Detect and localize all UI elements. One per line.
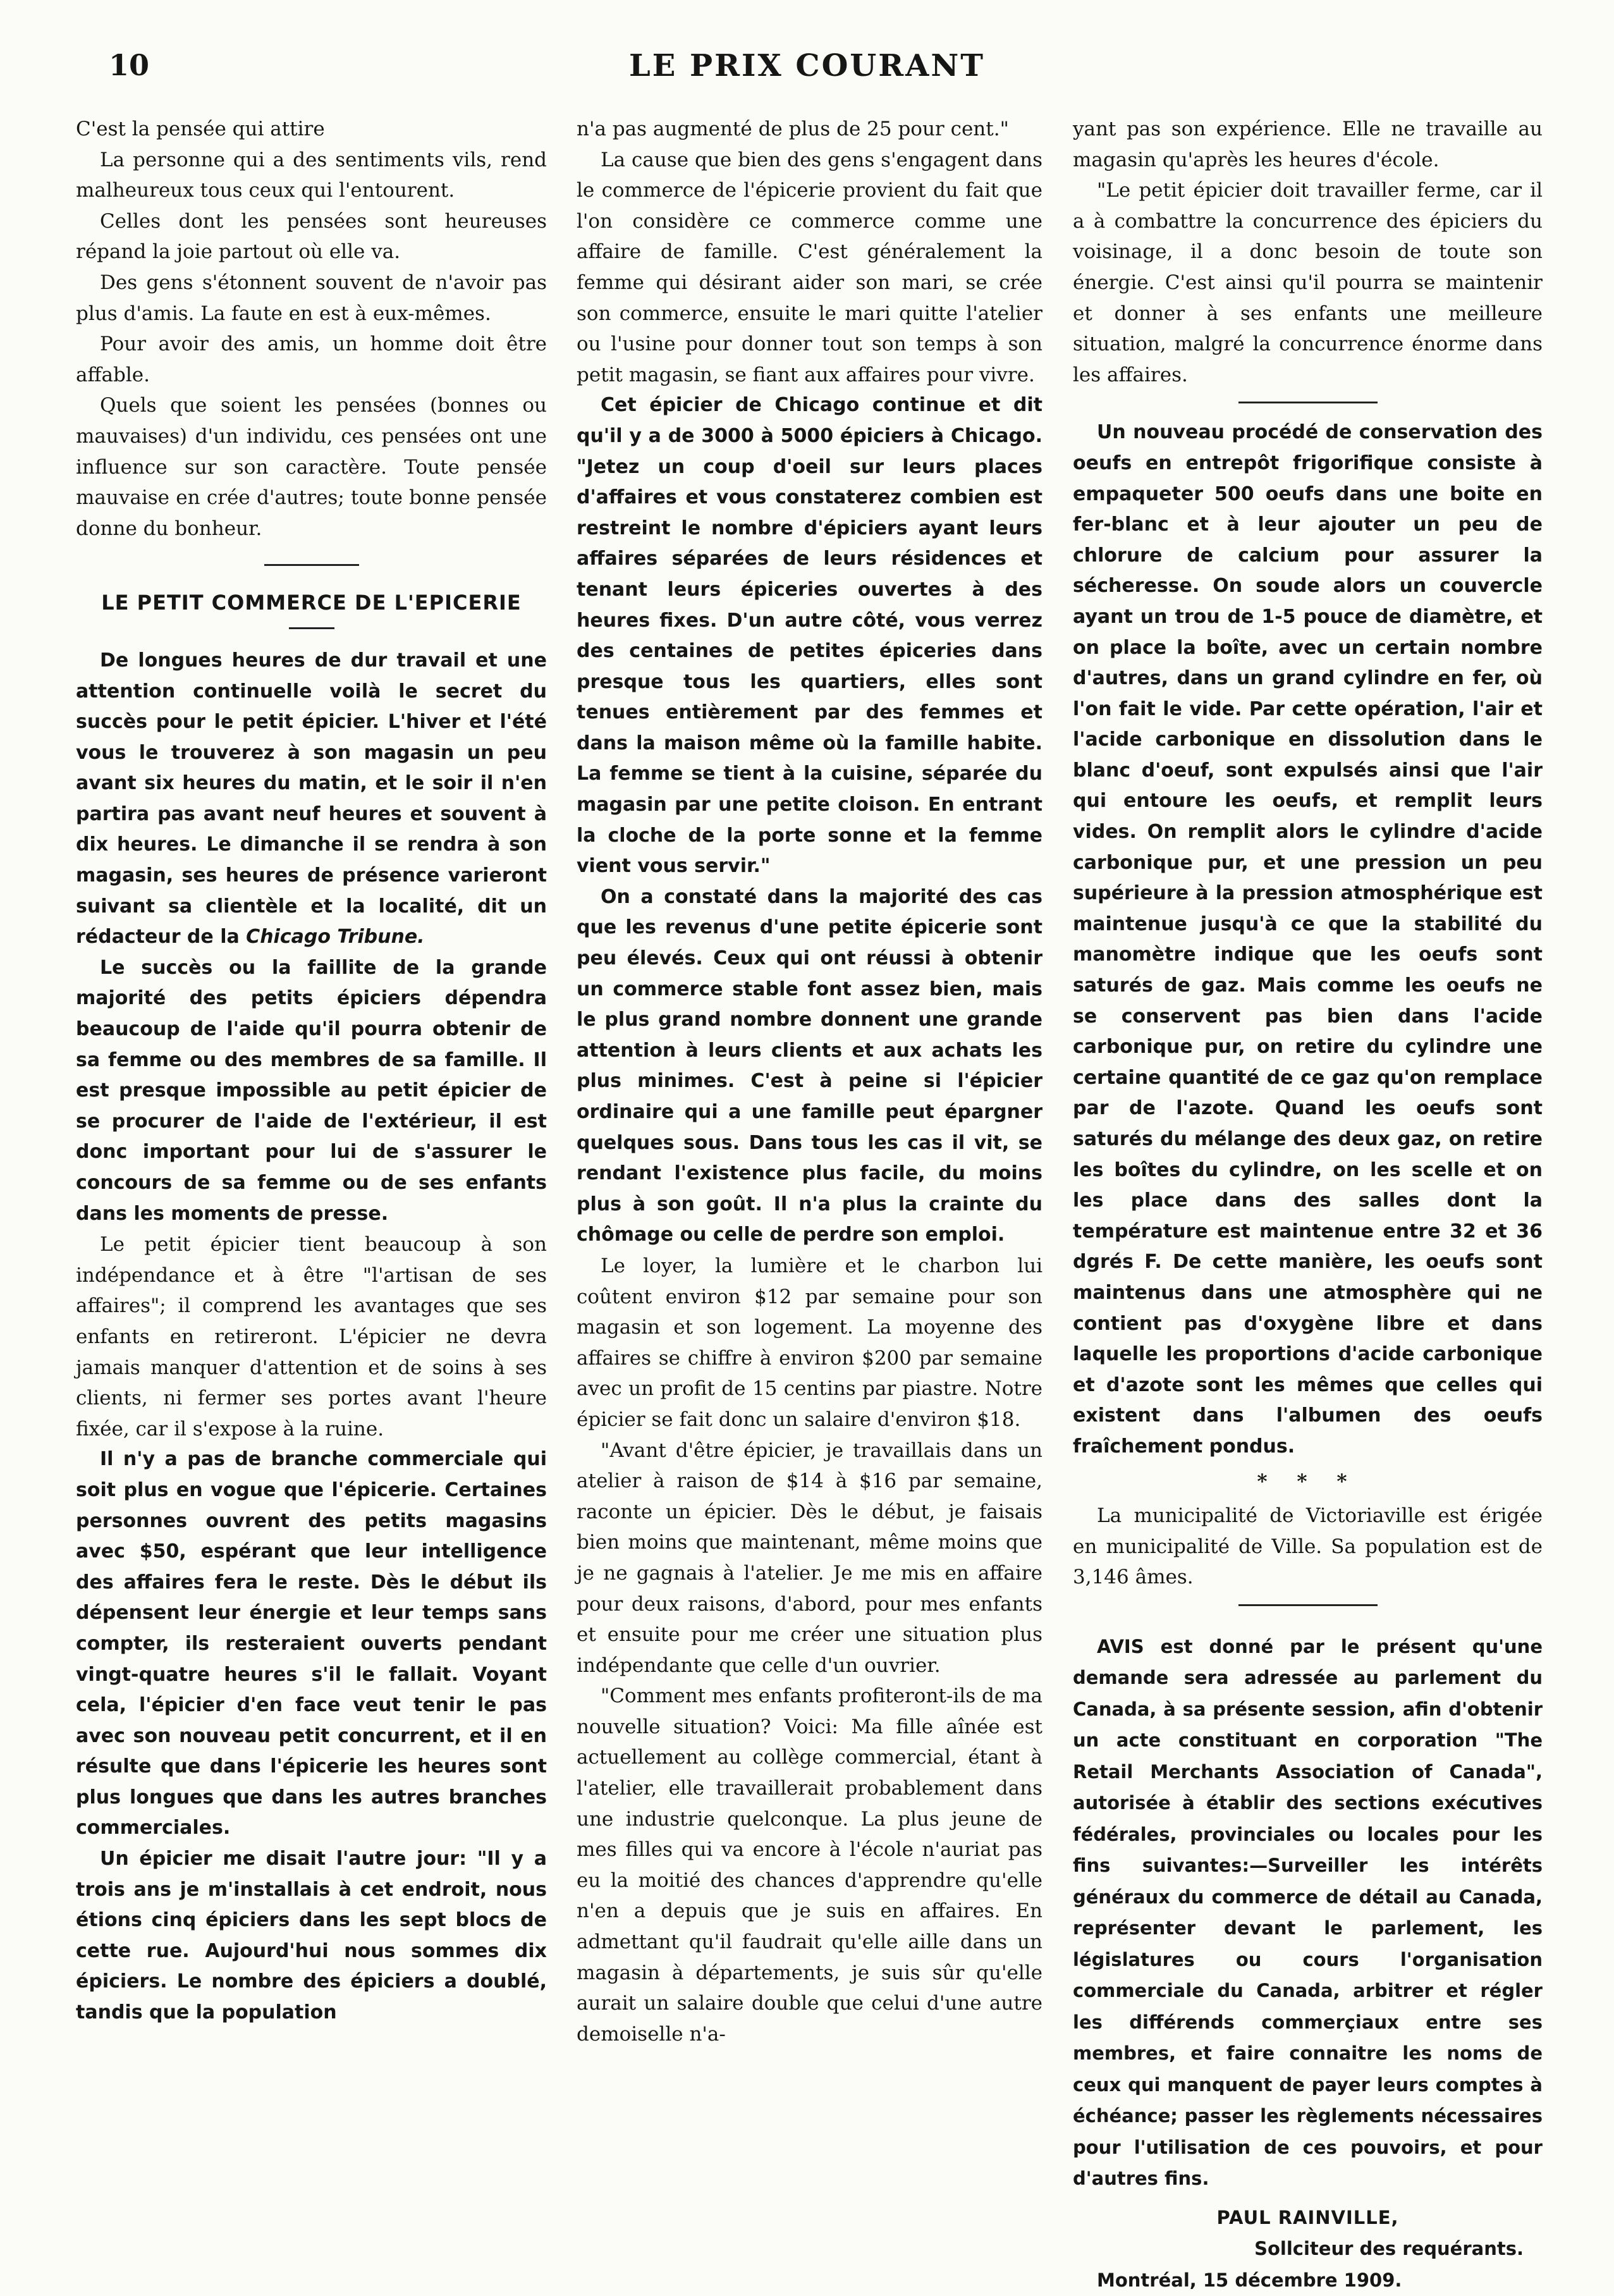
section-divider xyxy=(1238,1604,1378,1606)
section-divider xyxy=(264,564,359,566)
poem-line: Pour avoir des amis, un homme doit être affable. xyxy=(76,333,547,386)
page-number: 10 xyxy=(109,48,150,82)
running-title: LE PRIX COURANT xyxy=(628,48,986,83)
poem-line: La personne qui a des sentiments vils, rend malheureux tous ceux qui l'entourent. xyxy=(76,148,547,202)
poem-line: Quels que soient les pensées (bonnes ou mauvaises) d'un individu, ces pensées ont une influence sur son caractère. Toute pensée mauvaise en crée d'autres; toute bonne pensée donne du bonheur. xyxy=(76,394,547,540)
article-paragraph: Le loyer, la lumière et le charbon lui coûtent environ $12 par semaine pour son magasin et son logement. La moyenne des affaires se chiffre à environ $200 par semaine avec un profit de 15 centins par piastre. Notre épicier se fait donc un salaire d'environ $18. xyxy=(577,1254,1042,1431)
column-1 xyxy=(76,114,547,2029)
article-paragraph: On a constaté dans la majorité des cas que les revenus d'une petite épicerie sont peu élevés. Ceux qui ont réussi à obtenir un commerce stable font assez bien, mais le plus grand nombre donnent une grande attention à leurs clients et aux achats les plus minimes. C'est à peine si l'épicier ordinaire qui a une famille peut épargner quelques sous. Dans tous les cas il vit, se rendant l'existence plus facile, du moins plus à son goût. Il n'a plus la crainte du chômage ou celle de perdre son emploi. xyxy=(577,885,1042,1246)
article-paragraph: Le petit épicier tient beaucoup à son indépendance et à être "l'artisan de ses affaires"; il comprend les avantages que ses enfants en retireront. L'épicier ne devra jamais manquer d'attention et de soins à ses clients, ni fermer ses portes avant l'heure fixée, car il s'expose à la ruine. xyxy=(76,1233,547,1440)
column-2 xyxy=(577,114,1042,2049)
article-paragraph: "Le petit épicier doit travailler ferme, car il a à combattre la concurrence des épiciers du voisinage, il a donc besoin de toute son énergie. C'est ainsi qu'il pourra se maintenir et donner à ses enfants une meilleure situation, malgré la concurrence énorme dans les affaires. xyxy=(1073,179,1543,386)
signature-title: Sollciteur des requérants. xyxy=(1254,2238,1524,2260)
column-3 xyxy=(1073,114,1543,2296)
poem-line: Celles dont les pensées sont heureuses répand la joie partout où elle va. xyxy=(76,209,547,264)
article-paragraph: La municipalité de Victoriaville est érigée en municipalité de Ville. Sa population est de 3,146 âmes. xyxy=(1073,1504,1543,1589)
article-paragraph: La cause que bien des gens s'engagent dans le commerce de l'épicerie provient du fait que l'on considère ce commerce comme une affaire de famille. C'est généralement la femme qui désirant aider son mari, se crée son commerce, ensuite le mari quitte l'atelier ou l'usine pour donner tout son temps à son petit magasin, se fiant aux affaires pour vivre. xyxy=(577,148,1042,386)
heading-underline xyxy=(289,627,334,629)
notice-body: AVIS est donné par le présent qu'une demande sera adressée au parlement du Canada, à sa présente session, afin d'obtenir un acte constituant en corporation "The Retail Merchants Association of Canada", autorisée à établir des sections exécutives fédérales, provinciales ou locales pour les fins suivantes:—Surveiller les intérêts généraux du commerce de détail au Canada, représenter devant le parlement, les législatures ou cours l'organisation commerciale du Canada, arbitrer et régler les différends commerçiaux entre ses membres, et faire connaitre les noms de ceux qui manquent de payer leurs comptes à échéance; passer les règlements nécessaires pour l'utilisation de ces pouvoirs, et pour d'autres fins. xyxy=(1073,1635,1543,2190)
article-paragraph: De longues heures de dur travail et une attention continuelle voilà le secret du succès pour le petit épicier. L'hiver et l'été vous le trouverez à son magasin un peu avant six heures du matin, et le soir il n'en partira pas avant neuf heures et souvent à dix heures. Le dimanche il se rendra à son magasin, ses heures de présence varieront suivant sa clientèle et la localité, dit un rédacteur de la Chicago Tribune. xyxy=(76,649,547,948)
separator-stars: * * * xyxy=(1257,1470,1359,1493)
article-heading: LE PETIT COMMERCE DE L'EPICERIE xyxy=(101,591,522,615)
article-paragraph: Cet épicier de Chicago continue et dit qu'il y a de 3000 à 5000 épiciers à Chicago. "Jetez un coup d'oeil sur leurs places d'affaires et vous constaterez combien est restreint le nombre d'épiciers ayant leurs affaires séparées de leurs résidences et tenant leurs épiceries ouvertes à des heures fixes. D'un autre côté, vous verrez des centaines de petites épiceries dans presque tous les quartiers, elles sont tenues entièrement par des femmes et dans la maison même où la famille habite. La femme se tient à la cuisine, séparée du magasin par une petite cloison. En entrant la cloche de la porte sonne et la femme vient vous servir." xyxy=(577,394,1042,878)
section-divider xyxy=(1238,402,1378,403)
article-paragraph: Il n'y a pas de branche commerciale qui soit plus en vogue que l'épicerie. Certaines personnes ouvrent des petits magasins avec $50, espérant que leur intelligence des affaires fera le reste. Dès le début ils dépensent leur énergie et leur temps sans compter, ils resteraient ouverts pendant vingt-quatre heures s'il le fallait. Voyant cela, l'épicier d'en face veut tenir le pas avec son nouveau petit concurrent, et il en résulte que dans l'épicerie les heures sont plus longues que dans les autres branches commerciales. xyxy=(76,1448,547,1839)
article-paragraph: Un nouveau procédé de conservation des oeufs en entrepôt frigorifique consiste à empaqueter 500 oeufs dans une boite en fer-blanc et à leur ajouter un peu de chlorure de calcium pour assurer la sécheresse. On soude alors un couvercle ayant un trou de 1-5 pouce de diamètre, et on place la boîte, avec un certain nombre d'autres, dans un grand cylindre en fer, où l'on fait le vide. Par cette opération, l'air et l'acide carbonique en dissolution dans le blanc d'oeuf, sont expulsés ainsi que l'air qui entoure les oeufs, et remplit leurs vides. On remplit alors le cylindre d'acide carbonique pur, et une pression un peu supérieure à la pression atmosphérique est maintenue jusqu'à ce que la stabilité du manomètre indique que les oeufs sont saturés de gaz. Mais comme les oeufs ne se conservent pas bien dans l'acide carbonique pur, on retire du cylindre une certaine quantité de ce gaz qu'on remplace par de l'azote. Quand les oeufs sont saturés du mélange des deux gaz, on retire les boîtes du cylindre, on les scelle et on les place dans des salles dont la température est maintenue entre 32 et 36 dgrés F. De cette manière, les oeufs sont maintenus dans une atmosphère qui ne contient pas d'oxygène libre et dans laquelle les proportions d'acide carbonique et d'azote sont les mêmes que celles qui existent dans l'albumen des oeufs fraîchement pondus. xyxy=(1073,421,1543,1458)
article-paragraph: yant pas son expérience. Elle ne travaille au magasin qu'après les heures d'école. xyxy=(1073,118,1543,171)
poem-line: Des gens s'étonnent souvent de n'avoir pas plus d'amis. La faute en est à eux-mêmes. xyxy=(76,271,547,325)
article-paragraph: Un épicier me disait l'autre jour: "Il y a trois ans je m'installais à cet endroit, nous étions cinq épiciers dans les sept blocs de cette rue. Aujourd'hui nous sommes dix épiciers. Le nombre des épiciers a doublé, tandis que la population xyxy=(76,1848,547,2024)
poem-line: C'est la pensée qui attire xyxy=(76,118,325,140)
article-paragraph: Le succès ou la faillite de la grande majorité des petits épiciers dépendra beaucoup de l'aide qu'il pourra obtenir de sa femme ou des membres de sa famille. Il est presque impossible au petit épicier de se procurer de l'aide de l'extérieur, il est donc important pour lui de s'assurer le concours de sa femme ou de ses enfants dans les moments de presse. xyxy=(76,956,547,1225)
article-paragraph: n'a pas augmenté de plus de 25 pour cent." xyxy=(577,118,1009,140)
signature-place-date: Montréal, 15 décembre 1909. xyxy=(1097,2269,1402,2291)
article-paragraph: "Comment mes enfants profiteront-ils de ma nouvelle situation? Voici: Ma fille aînée est actuellement au collège commercial, étant à l'atelier, elle travaillerait probablement dans une industrie quelconque. La plus jeune de mes filles qui va encore à l'école n'auriat pas eu la moitié des chances d'apprendre qu'elle n'en a depuis que je suis en affaires. En admettant qu'il faudrait qu'elle aille dans un magasin à départements, je suis sûr qu'elle aurait un salaire double que celui d'une autre demoiselle n'a- xyxy=(577,1685,1042,2046)
signature-name: PAUL RAINVILLE, xyxy=(1216,2206,1399,2228)
article-paragraph: "Avant d'être épicier, je travaillais dans un atelier à raison de $14 à $16 par semaine, raconte un épicier. Dès le début, je faisais bien moins que maintenant, même moins que je ne gagnais à l'atelier. Je me mis en affaire pour deux raisons, d'abord, pour mes enfants et ensuite pour me créer une situation plus indépendante que celle d'un ouvrier. xyxy=(577,1439,1042,1677)
newspaper-name: Chicago Tribune. xyxy=(246,926,425,948)
legal-notice xyxy=(1073,1631,1543,2296)
